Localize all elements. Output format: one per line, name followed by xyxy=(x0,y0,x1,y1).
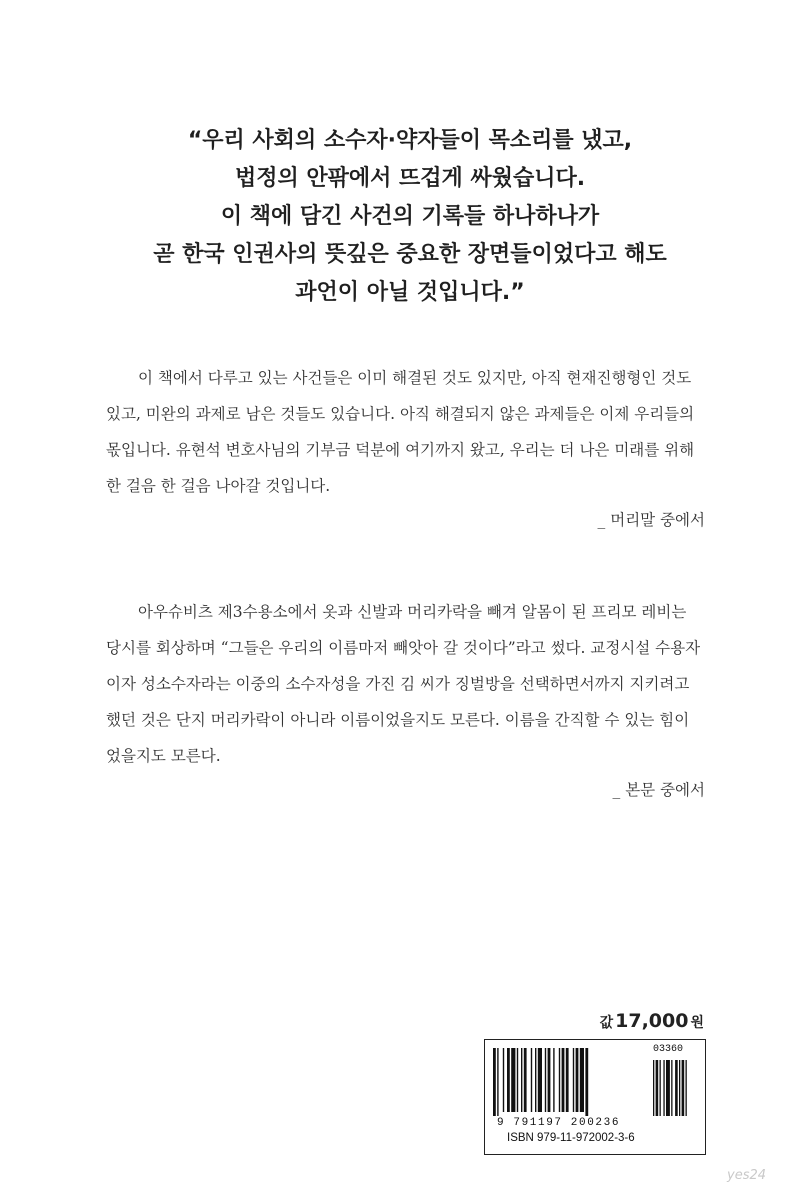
barcode-bar xyxy=(562,1048,565,1112)
excerpt-line: 했던 것은 단지 머리카락이 아니라 이름이었을지도 모른다. 이름을 간직할 수 있는 힘이 xyxy=(106,711,690,729)
excerpt-line: 한 걸음 한 걸음 나아갈 것입니다. xyxy=(106,477,331,495)
barcode-bar xyxy=(573,1048,574,1112)
barcode-bar xyxy=(503,1048,504,1112)
isbn-barcode xyxy=(484,1039,706,1155)
preface-attribution: _ 머리말 중에서 xyxy=(597,511,705,529)
price-prefix: 값 xyxy=(599,1015,614,1031)
quote-line: 과언이 아닐 것입니다.” xyxy=(295,280,525,305)
excerpt-line: 아우슈비츠 제3수용소에서 옷과 신발과 머리카락을 빼겨 알몸이 된 프리모 레비는 xyxy=(138,603,687,621)
barcode-bar xyxy=(511,1048,515,1112)
watermark-logo: yes24 xyxy=(727,1168,767,1183)
barcode-bar xyxy=(553,1048,554,1112)
quote-line: 이 책에 담긴 사건의 기록들 하나하나가 xyxy=(220,204,600,229)
excerpt-line: 몫입니다. 유현석 변호사님의 기부금 덕분에 여기까지 왔고, 우리는 더 나은 미래를 위해 xyxy=(106,441,695,459)
price-label xyxy=(600,1010,704,1032)
barcode-bar xyxy=(585,1048,588,1116)
barcode-bar xyxy=(580,1048,584,1112)
barcode-bar xyxy=(548,1048,551,1112)
barcode-addon-bar xyxy=(675,1060,678,1116)
excerpt-line: 이 책에서 다루고 있는 사건들은 이미 해결된 것도 있지만, 아직 현재진행형인 것도 xyxy=(138,369,692,387)
barcode-addon-bar xyxy=(679,1060,680,1116)
pull-quote xyxy=(120,122,700,312)
preface-excerpt xyxy=(106,360,706,504)
body-excerpt xyxy=(106,594,706,774)
price-unit: 원 xyxy=(690,1015,704,1031)
barcode-bar xyxy=(576,1048,579,1112)
quote-line: “우리 사회의 소수자·약자들이 목소리를 냈고, xyxy=(187,128,633,153)
barcode-addon-code: 03360 xyxy=(653,1044,684,1055)
quote-line: 곧 한국 인권사의 뜻깊은 중요한 장면들이었다고 해도 xyxy=(153,242,667,267)
quote-line: 법정의 안팎에서 뜨겁게 싸웠습니다. xyxy=(234,166,586,191)
barcode-bar xyxy=(521,1048,522,1112)
barcode-addon-bar xyxy=(666,1060,670,1116)
barcode-bar xyxy=(545,1048,546,1112)
isbn-number: ISBN 979-11-972002-3-6 xyxy=(507,1132,635,1144)
excerpt-line: 이자 성소수자라는 이중의 소수자성을 가진 김 씨가 징벌방을 선택하면서까지 지키려고 xyxy=(106,675,690,693)
barcode-addon-bar xyxy=(656,1060,659,1116)
barcode-digits: 9 791197 200236 xyxy=(497,1117,621,1129)
barcode-addon-bar xyxy=(671,1060,672,1116)
barcode-bar xyxy=(517,1048,518,1112)
barcode-bar xyxy=(507,1048,510,1112)
barcode-bar xyxy=(531,1048,532,1112)
barcode-addon-bar xyxy=(686,1060,687,1116)
excerpt-line: 었을지도 모른다. xyxy=(106,747,221,765)
barcode-addon-bar xyxy=(682,1060,685,1116)
body-attribution: _ 본문 중에서 xyxy=(612,781,705,799)
barcode-bar xyxy=(524,1048,527,1112)
barcode-bar xyxy=(559,1048,560,1112)
barcode-bar xyxy=(497,1048,498,1116)
price-amount: 17,000 xyxy=(615,1010,689,1032)
barcode-bars xyxy=(493,1048,699,1118)
barcode-bar xyxy=(535,1048,536,1112)
barcode-addon-bar xyxy=(653,1060,654,1116)
barcode-addon-bar xyxy=(660,1060,661,1116)
barcode-bar xyxy=(538,1048,542,1112)
barcode-bar xyxy=(566,1048,569,1112)
barcode-bar xyxy=(493,1048,496,1116)
excerpt-line: 있고, 미완의 과제로 남은 것들도 있습니다. 아직 해결되지 않은 과제들은 이제 우리들의 xyxy=(106,405,695,423)
barcode-addon-bar xyxy=(663,1060,664,1116)
excerpt-line: 당시를 회상하며 “그들은 우리의 이름마저 빼앗아 갈 것이다”라고 썼다. 교정시설 수용자 xyxy=(106,639,701,657)
